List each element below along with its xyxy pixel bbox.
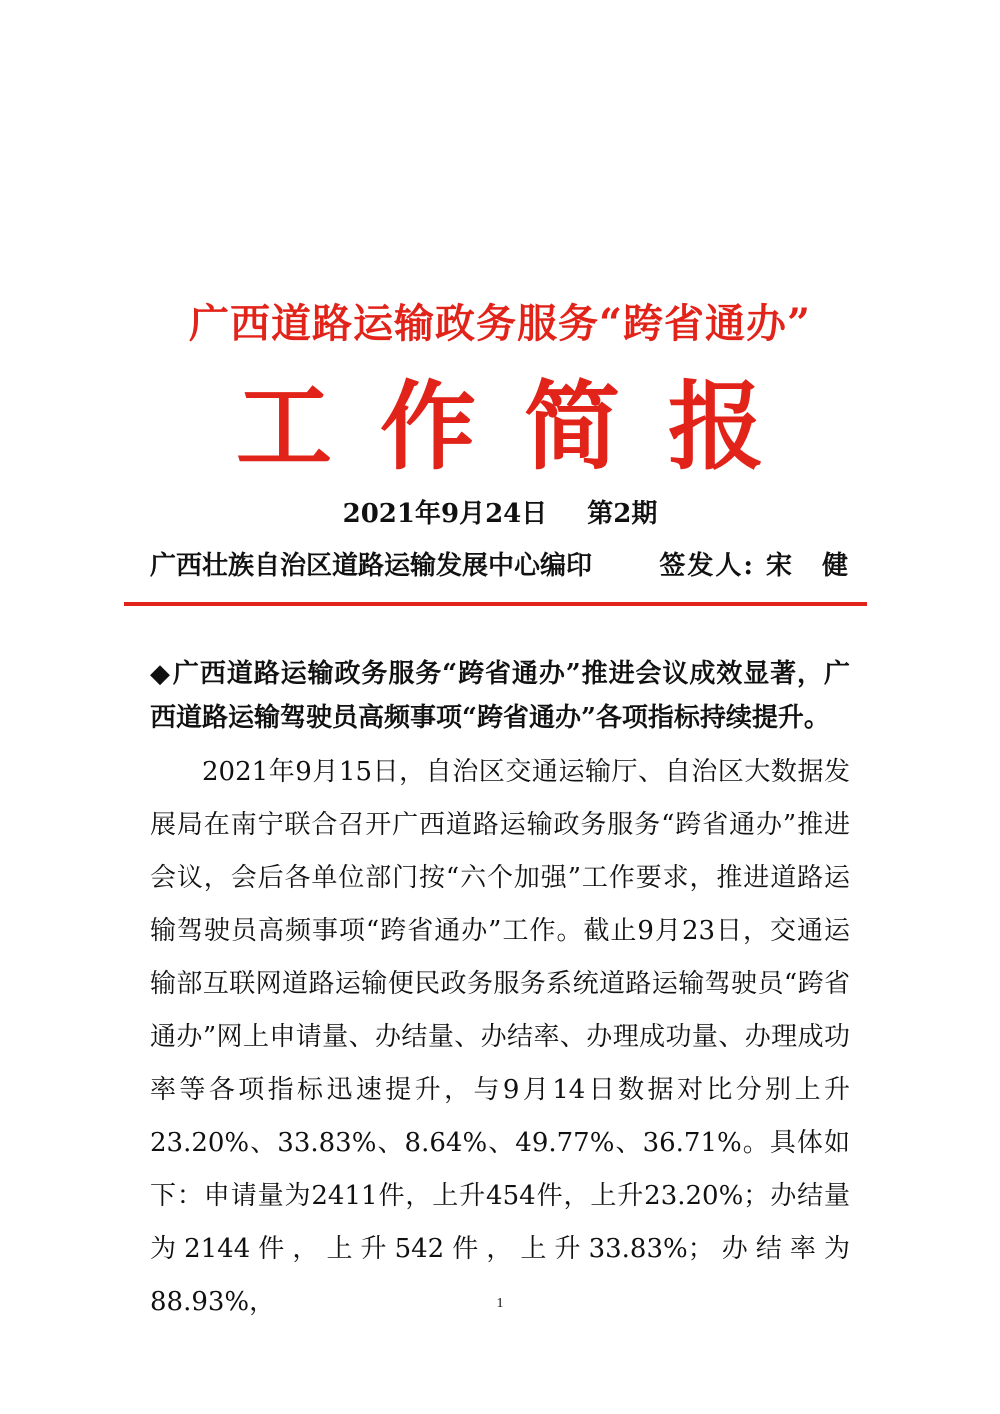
issue-line — [0, 494, 1000, 534]
issue-date: 2021年9月24日 — [342, 499, 548, 529]
bulletin-title: 工作简报 — [236, 370, 812, 483]
signer: 签发人: 宋 健 — [659, 551, 850, 581]
page-number: 1 — [496, 1296, 504, 1311]
issue-number: 第2期 — [587, 499, 658, 529]
article-body: 2021年9月15日，自治区交通运输厅、自治区大数据发展局在南宁联合召开广西道路运输政务服务“跨省通办”推进会议，会后各单位部门按“六个加强”工作要求，推进道路运输驾驶员高频事项“跨省通办”工作。截止9月23日，交通运输部互联网道路运输便民政务服务系统道路运输驾驶员“跨省通办”网上申请量、办结量、办结率、办理成功量、办理成功率等各项指标迅速提升，与9月14日数据对比分别上升23.20%、33.83%、8.64%、49.77%、36.71%。具体如下：申请量为2411件，上升454件，上升23.20%；办结量为2144件，上升542件，上升33.83%；办结率为88.93%， — [150, 757, 850, 1317]
bulletin-subtitle: 广西道路运输政务服务“跨省通办” — [188, 300, 811, 347]
red-divider — [124, 602, 867, 606]
article-headline-text: 广西道路运输政务服务“跨省通办”推进会议成效显著，广西道路运输驾驶员高频事项“跨省通办”各项指标持续提升。 — [150, 659, 850, 733]
publisher-name: 广西壮族自治区道路运输发展中心编印 — [150, 551, 593, 581]
article-headline — [150, 652, 850, 740]
publisher-line — [150, 546, 850, 586]
diamond-bullet-icon: ◆ — [150, 659, 171, 689]
